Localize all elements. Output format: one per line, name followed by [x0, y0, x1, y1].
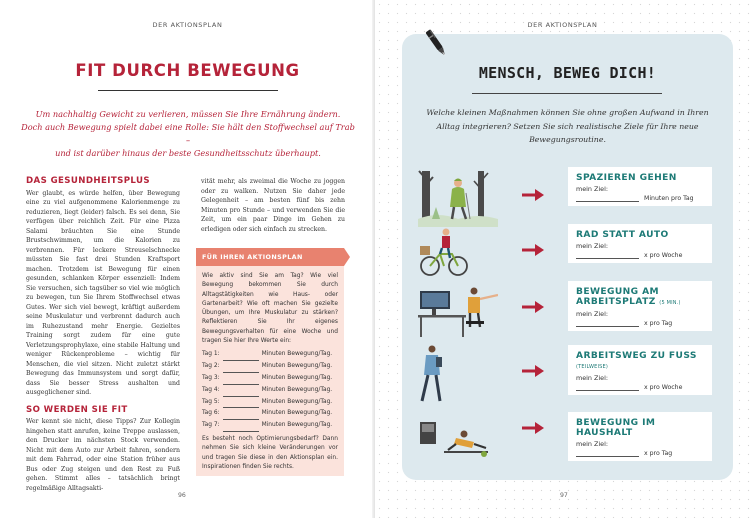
activity-note: (TEILWEISE)	[576, 364, 609, 370]
activity-title-text: ARBEITSWEG ZU FUSS	[576, 351, 697, 361]
answer-line[interactable]	[223, 365, 259, 373]
goal-entry	[576, 195, 706, 202]
intro-line: Um nachhaltig Gewicht zu verlieren, müssen Sie Ihre Ernährung ändern.	[35, 109, 341, 119]
goal-label: mein Ziel:	[576, 185, 609, 193]
day-unit: Minuten Bewegung/Tag.	[261, 374, 333, 381]
day-label: Tag 4:	[202, 386, 220, 393]
day-unit: Minuten Bewegung/Tag.	[261, 398, 333, 405]
day-unit: Minuten Bewegung/Tag.	[261, 363, 333, 370]
goal-entry	[576, 384, 706, 391]
pen-icon	[425, 27, 449, 61]
arrow-right-icon	[522, 422, 544, 434]
day-row	[202, 361, 338, 373]
goal-unit: Minuten pro Tag	[644, 195, 694, 202]
goal-unit: x pro Woche	[644, 252, 683, 259]
day-label: Tag 1:	[202, 351, 220, 358]
title-divider	[472, 93, 662, 94]
goal-input-line[interactable]	[576, 252, 639, 259]
day-unit: Minuten Bewegung/Tag.	[261, 351, 333, 358]
goal-entry	[576, 252, 706, 259]
body-text: vität mehr, als zweimal die Woche zu joggen oder zu walken. Nutzen Sie daher jede Gelegenheit – am besten fünf bis zehn Minuten pro Stunde – und verwenden Sie die Zeit, um ein paar Dinge im Gehen zu erledigen oder sich einfach zu strecken.	[201, 178, 345, 233]
arrow-right-icon	[522, 301, 544, 313]
page-number: 97	[560, 492, 568, 499]
activity-title-text: BEWEGUNG AM ARBEITSPLATZ	[576, 287, 659, 307]
goal-card	[568, 281, 712, 331]
answer-line[interactable]	[223, 424, 259, 432]
goal-unit: x pro Woche	[644, 384, 683, 391]
action-plan-box	[196, 248, 344, 476]
activity-title: RAD STATT AUTO	[576, 230, 669, 240]
section-heading: SO WERDEN SIE FIT	[26, 404, 128, 415]
activity-title	[576, 287, 706, 308]
goal-input-line[interactable]	[576, 384, 639, 391]
goal-label: mein Ziel:	[576, 242, 609, 250]
day-unit: Minuten Bewegung/Tag.	[261, 410, 333, 417]
day-list	[202, 349, 338, 432]
intro-line: Doch auch Bewegung spielt dabei eine Rolle: Sie hält den Stoffwechsel auf Trab –	[21, 122, 355, 145]
text-column-1	[26, 177, 180, 493]
answer-line[interactable]	[223, 412, 259, 420]
running-head: DER AKTIONSPLAN	[527, 21, 598, 29]
running-head: DER AKTIONSPLAN	[152, 21, 223, 29]
day-row	[202, 397, 338, 409]
arrow-right-icon	[522, 189, 544, 201]
goal-entry	[576, 320, 706, 327]
intro-line: und ist darüber hinaus der beste Gesundheitsschutz überhaupt.	[55, 148, 321, 158]
bicycle-rider-icon	[418, 224, 498, 284]
arrow-right-icon	[522, 244, 544, 256]
page-title: FIT DURCH BEWEGUNG	[75, 61, 300, 80]
goal-unit: x pro Tag	[644, 450, 673, 457]
intro-text	[20, 108, 356, 160]
goal-card	[568, 345, 712, 395]
page-title: MENSCH, BEWEG DICH!	[478, 64, 657, 82]
arrow-right-icon	[522, 365, 544, 377]
text-column-2	[201, 177, 345, 234]
box-heading: FÜR IHREN AKTIONSPLAN	[196, 248, 344, 266]
day-label: Tag 6:	[202, 410, 220, 417]
housework-icon	[418, 412, 498, 472]
goal-label: mein Ziel:	[576, 310, 609, 318]
goal-card	[568, 167, 712, 206]
body-text: Wer glaubt, es würde helfen, über Bewegung eine zu viel aufgenommene Kalorienmenge zu reduzieren, liegt (leider) falsch. Es sei denn, Sie verfügen über reichlich Zeit. Für eine Pizza Salami bräuchten Sie eine Stunde Brustschwimmen, um die Kalorien zu verbrennen. Für leckere Streuselschnecke müssten Sie fast drei Stunden Kraftsport machen. Trotzdem ist Bewegung für einen gesunden, schlanken Körper essenziell: Indem Sie versuchen, sich tagsüber so viel wie möglich zu bewegen, tun Sie Ihrem Stoffwechsel etwas Gutes. Wer sich viel bewegt, kräftigt außerdem seine Muskulatur und verbrennt dadurch auch im Ruhezustand mehr Energie. Gezieltes Training sorgt zudem für eine gute Verletzungsprophylaxe, eine stabile Haltung und weniger Rückenprobleme – wichtig für Menschen, die viel sitzen. Nicht zuletzt stärkt Bewegung das Immunsystem und sorgt dafür, dass Sie besser Stress aushalten und ausgeglichener sind.	[26, 189, 180, 396]
day-label: Tag 7:	[202, 422, 220, 429]
answer-line[interactable]	[223, 389, 259, 397]
answer-line[interactable]	[223, 353, 259, 361]
activity-title: SPAZIEREN GEHEN	[576, 173, 677, 183]
right-page	[375, 0, 750, 518]
answer-line[interactable]	[223, 377, 259, 385]
day-row	[202, 385, 338, 397]
day-row	[202, 349, 338, 361]
desk-stretch-icon	[418, 281, 498, 341]
goal-label: mein Ziel:	[576, 374, 609, 382]
intro-text: Welche kleinen Maßnahmen können Sie ohne großen Aufwand in Ihren Alltag integrieren? Setzen Sie sich realistische Ziele für Ihre neue Bewegungsroutine.	[426, 108, 709, 144]
activity-title: BEWEGUNG IM HAUSHALT	[576, 418, 656, 438]
goal-input-line[interactable]	[576, 450, 639, 457]
day-label: Tag 3:	[202, 374, 220, 381]
goal-label: mein Ziel:	[576, 440, 609, 448]
goal-card	[568, 224, 712, 263]
title-divider	[98, 90, 278, 91]
goal-entry	[576, 450, 706, 457]
day-row	[202, 373, 338, 385]
day-unit: Minuten Bewegung/Tag.	[261, 422, 333, 429]
activity-note: (5 MIN.)	[659, 300, 681, 306]
walking-person-icon	[418, 167, 498, 227]
activity-title	[576, 351, 706, 372]
day-row	[202, 420, 338, 432]
goal-unit: x pro Tag	[644, 320, 673, 327]
body-text: Wer kennt sie nicht, diese Tipps? Zur Kollegin hingehen statt anrufen, keine Treppe auslassen, den Drucker im nächsten Stock verwenden. Nicht mit dem Auto zur Arbeit fahren, sondern mit dem Fahrrad, oder eine Station früher aus Bus oder Zug steigen und den Rest zu Fuß gehen. Stimmt alles – tatsächlich bringt regelmäßige Alltagsakti-	[26, 418, 180, 492]
answer-line[interactable]	[223, 400, 259, 408]
goal-input-line[interactable]	[576, 195, 639, 202]
commuter-icon	[418, 345, 498, 405]
day-label: Tag 2:	[202, 363, 220, 370]
box-text: Wie aktiv sind Sie am Tag? Wie viel Bewegung bekommen Sie durch Alltagstätigkeiten wie Haus- oder Gartenarbeit? Wie oft machen Sie gezielte Übungen, um Ihre Muskulatur zu stärken? Reflektieren Sie Ihr eigenes Bewegungsverhalten für eine Woche und tragen Sie hier Ihre Werte ein:	[202, 273, 338, 345]
day-unit: Minuten Bewegung/Tag.	[261, 386, 333, 393]
goal-input-line[interactable]	[576, 320, 639, 327]
day-label: Tag 5:	[202, 398, 220, 405]
day-row	[202, 408, 338, 420]
box-footer-text: Es besteht noch Optimierungsbedarf? Dann nehmen Sie sich kleine Veränderungen vor und tragen Sie diese in den Aktionsplan ein. Inspirationen finden Sie rechts.	[202, 435, 338, 470]
page-number: 96	[178, 492, 186, 499]
section-heading: DAS GESUNDHEITSPLUS	[26, 176, 150, 186]
goal-card	[568, 412, 712, 461]
